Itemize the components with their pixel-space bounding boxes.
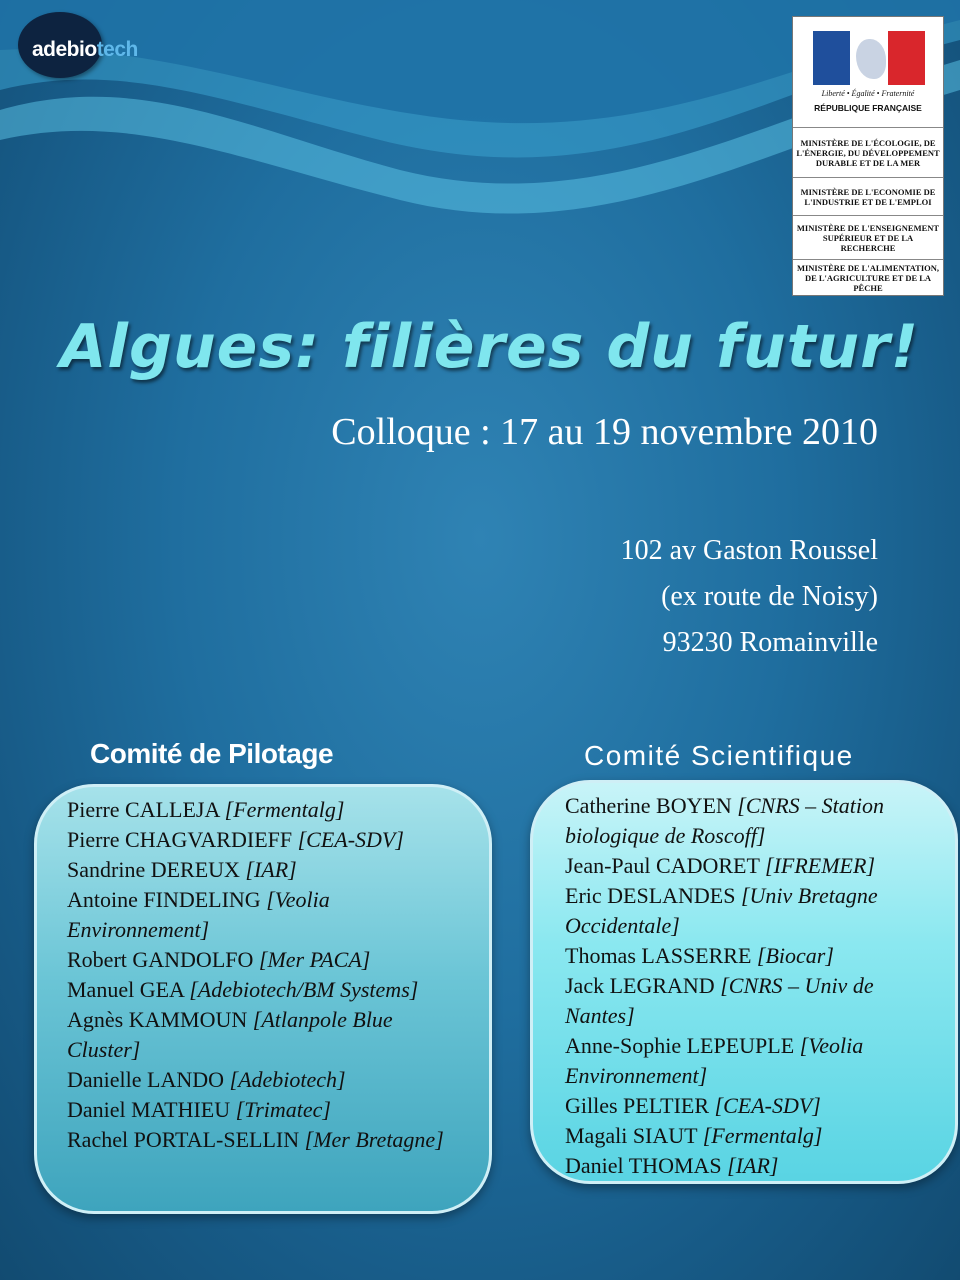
member-item: Danielle LANDO [Adebiotech] xyxy=(67,1067,346,1092)
logo-text-tech: tech xyxy=(96,38,138,61)
member-item: Thomas LASSERRE [Biocar] xyxy=(565,943,834,968)
member-item: Magali SIAUT [Fermentalg] xyxy=(565,1123,823,1148)
tricolor-flag xyxy=(813,31,925,85)
ministry-economie: MINISTÈRE DE L'ECONOMIE DE L'INDUSTRIE ET DE L'EMPLOI xyxy=(793,178,943,216)
ministry-ecologie: MINISTÈRE DE L'ÉCOLOGIE, DE L'ÉNERGIE, DU DÉVELOPPEMENT DURABLE ET DE LA MER xyxy=(793,128,943,178)
ministry-alimentation: MINISTÈRE DE L'ALIMENTATION, DE L'AGRICULTURE ET DE LA PÊCHE xyxy=(796,263,940,293)
member-item: Jean-Paul CADORET [IFREMER] xyxy=(565,853,875,878)
logo-text xyxy=(32,38,138,62)
member-item: Jack LEGRAND [CNRS – Univ de Nantes] xyxy=(565,973,874,1028)
pilotage-heading: Comité de Pilotage xyxy=(90,738,334,769)
adebiotech-logo xyxy=(18,12,168,82)
page-title: Algues: filières du futur! xyxy=(60,312,920,382)
member-item: Rachel PORTAL-SELLIN [Mer Bretagne] xyxy=(67,1127,444,1152)
marianne-icon xyxy=(856,39,886,79)
member-item: Gilles PELTIER [CEA-SDV] xyxy=(565,1093,821,1118)
member-item: Daniel MATHIEU [Trimatec] xyxy=(67,1097,331,1122)
event-dates: Colloque : 17 au 19 novembre 2010 xyxy=(331,411,878,453)
venue-address xyxy=(621,528,878,666)
member-item: Agnès KAMMOUN [Atlanpole Blue Cluster] xyxy=(67,1007,393,1062)
scientifique-heading: Comité Scientifique xyxy=(584,740,854,771)
address-line-1: 102 av Gaston Roussel xyxy=(620,535,878,566)
member-item: Robert GANDOLFO [Mer PACA] xyxy=(67,947,371,972)
republique-francaise-block xyxy=(792,16,944,296)
scientifique-members-box xyxy=(530,780,958,1184)
member-item: Anne-Sophie LEPEUPLE [Veolia Environnement] xyxy=(565,1033,864,1088)
member-item: Manuel GEA [Adebiotech/BM Systems] xyxy=(67,977,419,1002)
member-item: Pierre CALLEJA [Fermentalg] xyxy=(67,797,345,822)
republique-logo xyxy=(793,17,943,128)
republique-name: RÉPUBLIQUE FRANÇAISE xyxy=(814,103,922,113)
ministry-enseignement: MINISTÈRE DE L'ENSEIGNEMENT SUPÉRIEUR ET DE LA RECHERCHE xyxy=(793,216,943,260)
pilotage-members-box xyxy=(34,784,492,1214)
member-item: Sandrine DEREUX [IAR] xyxy=(67,857,297,882)
address-line-3: 93230 Romainville xyxy=(662,627,878,658)
republique-motto: Liberté • Égalité • Fraternité xyxy=(821,89,915,98)
address-line-2: (ex route de Noisy) xyxy=(661,581,878,612)
member-item: Pierre CHAGVARDIEFF [CEA-SDV] xyxy=(67,827,404,852)
logo-text-adebio: adebio xyxy=(32,38,97,61)
member-item: Eric DESLANDES [Univ Bretagne Occidentale] xyxy=(565,883,878,938)
member-item: Catherine BOYEN [CNRS – Station biologique de Roscoff] xyxy=(565,793,884,848)
member-item: Daniel THOMAS [IAR] xyxy=(565,1153,779,1178)
member-item: Antoine FINDELING [Veolia Environnement] xyxy=(67,887,330,942)
